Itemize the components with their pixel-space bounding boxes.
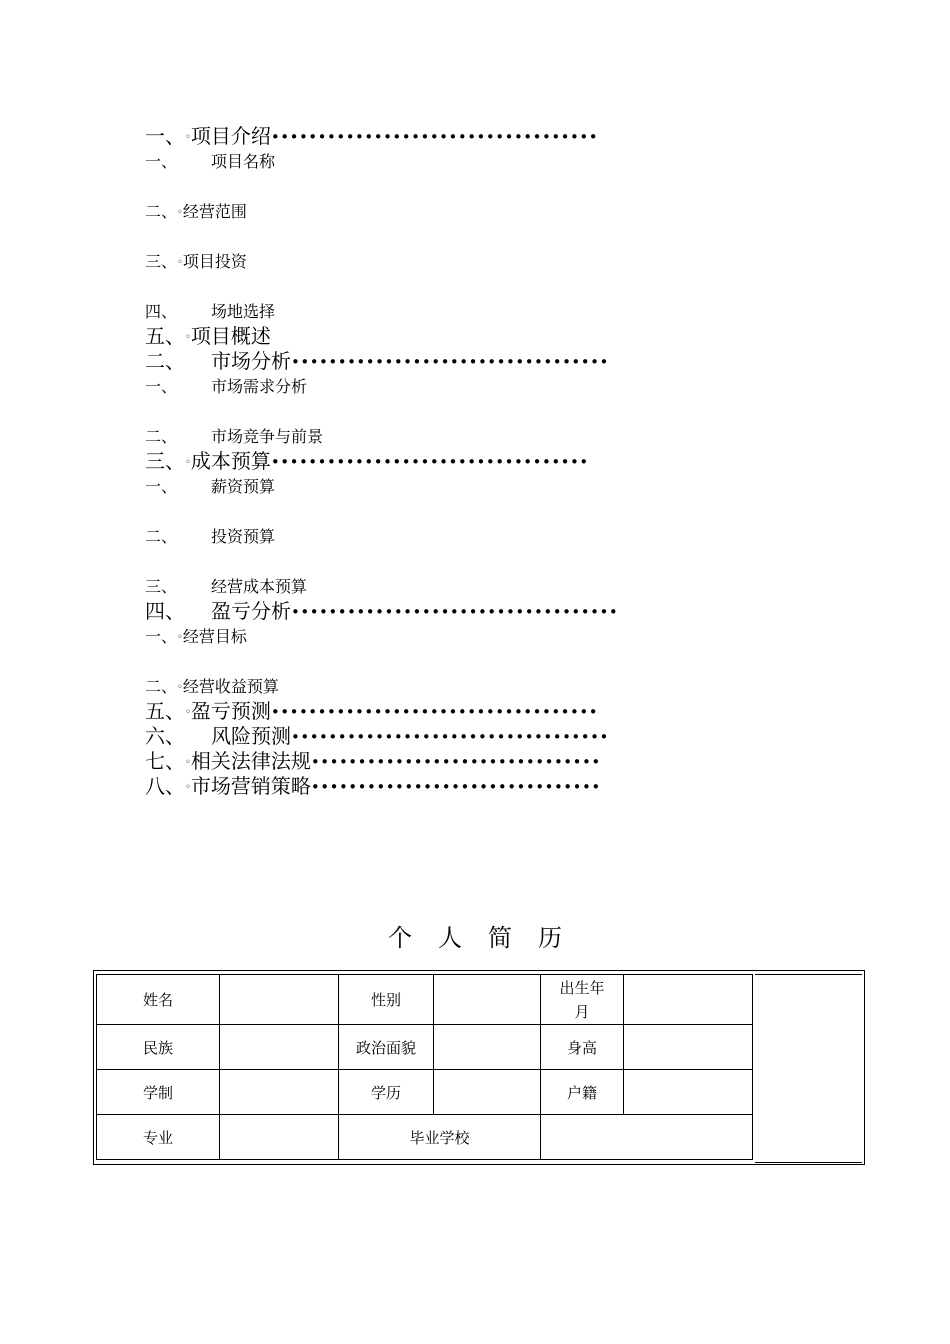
- toc-line: [145, 299, 705, 324]
- toc-separator: ◦: [177, 632, 183, 643]
- label-education: 学历: [339, 1070, 434, 1115]
- toc-number: 二、: [145, 427, 178, 446]
- toc-title[interactable]: 投资预算: [211, 527, 276, 546]
- photo-box[interactable]: [755, 974, 862, 1163]
- value-education[interactable]: [434, 1070, 541, 1115]
- toc-number: 一、: [145, 377, 178, 396]
- value-school[interactable]: [541, 1115, 753, 1160]
- toc-number: 四、: [145, 599, 185, 623]
- toc-number: 一、: [145, 124, 185, 148]
- toc-line: [145, 449, 705, 474]
- toc-separator: ◦: [185, 457, 191, 468]
- toc-line: [145, 699, 705, 724]
- table-of-contents: [145, 124, 705, 799]
- toc-leader-dots: ••••••••••••••••••••••••••••••••••: [291, 728, 609, 746]
- toc-title[interactable]: 市场需求分析: [211, 377, 308, 396]
- label-political: 政治面貌: [339, 1025, 434, 1070]
- label-birth: [541, 975, 624, 1025]
- toc-line: [145, 349, 705, 374]
- toc-title[interactable]: 薪资预算: [211, 477, 276, 496]
- label-gender: 性别: [339, 975, 434, 1025]
- toc-leader-dots: •••••••••••••••••••••••••••••••: [310, 753, 601, 771]
- toc-line: [145, 374, 705, 399]
- toc-line: [145, 749, 705, 774]
- toc-title[interactable]: 盈亏预测: [190, 699, 271, 723]
- toc-line: [145, 199, 705, 224]
- label-ethnicity: 民族: [97, 1025, 220, 1070]
- toc-number: 一、: [145, 152, 178, 171]
- toc-leader-dots: •••••••••••••••••••••••••••••••••••: [270, 703, 599, 721]
- resume-table: [96, 974, 753, 1160]
- toc-number: 二、: [145, 349, 185, 373]
- value-height[interactable]: [624, 1025, 753, 1070]
- toc-title[interactable]: 项目介绍: [190, 124, 271, 148]
- toc-line: [145, 624, 705, 649]
- value-birth[interactable]: [624, 975, 753, 1025]
- label-schooling: 学制: [97, 1070, 220, 1115]
- toc-line: [145, 249, 705, 274]
- toc-number: 八、: [145, 774, 185, 798]
- label-name: 姓名: [97, 975, 220, 1025]
- label-hukou: 户籍: [541, 1070, 624, 1115]
- value-gender[interactable]: [434, 975, 541, 1025]
- toc-title[interactable]: 成本预算: [190, 449, 271, 473]
- toc-title[interactable]: 市场分析: [211, 349, 291, 373]
- toc-title[interactable]: 项目投资: [182, 252, 247, 271]
- value-major[interactable]: [220, 1115, 339, 1160]
- toc-separator: ◦: [185, 132, 191, 143]
- toc-line: [145, 424, 705, 449]
- toc-title[interactable]: 经营收益预算: [182, 677, 279, 696]
- toc-line: [145, 774, 705, 799]
- toc-separator: ◦: [185, 332, 191, 343]
- toc-title[interactable]: 项目名称: [211, 152, 276, 171]
- toc-number: 三、: [145, 449, 185, 473]
- value-political[interactable]: [434, 1025, 541, 1070]
- value-ethnicity[interactable]: [220, 1025, 339, 1070]
- label-school: 毕业学校: [339, 1115, 541, 1160]
- toc-line: [145, 674, 705, 699]
- label-birth-text: 出生年月: [559, 978, 605, 1021]
- toc-title[interactable]: 经营成本预算: [211, 577, 308, 596]
- resume-table-frame: [93, 970, 865, 1165]
- toc-title[interactable]: 市场营销策略: [190, 774, 311, 798]
- toc-leader-dots: ••••••••••••••••••••••••••••••••••: [270, 453, 589, 471]
- toc-separator: ◦: [177, 682, 183, 693]
- toc-title[interactable]: 相关法律法规: [190, 749, 311, 773]
- toc-line: [145, 524, 705, 549]
- toc-title[interactable]: 经营范围: [182, 202, 247, 221]
- label-major: 专业: [97, 1115, 220, 1160]
- toc-number: 三、: [145, 577, 178, 596]
- toc-separator: ◦: [185, 707, 191, 718]
- value-schooling[interactable]: [220, 1070, 339, 1115]
- toc-title[interactable]: 市场竞争与前景: [211, 427, 324, 446]
- toc-line: [145, 724, 705, 749]
- toc-line: [145, 324, 705, 349]
- toc-line: [145, 574, 705, 599]
- toc-separator: ◦: [185, 757, 191, 768]
- toc-line: [145, 474, 705, 499]
- toc-leader-dots: •••••••••••••••••••••••••••••••••••: [270, 128, 599, 146]
- toc-separator: ◦: [177, 207, 183, 218]
- toc-separator: ◦: [185, 782, 191, 793]
- toc-title[interactable]: 经营目标: [182, 627, 247, 646]
- toc-separator: ◦: [177, 257, 183, 268]
- toc-number: 一、: [145, 477, 178, 496]
- toc-number: 四、: [145, 302, 178, 321]
- value-name[interactable]: [220, 975, 339, 1025]
- toc-number: 二、: [145, 202, 178, 221]
- toc-title[interactable]: 项目概述: [190, 324, 271, 348]
- toc-number: 六、: [145, 724, 185, 748]
- toc-number: 五、: [145, 699, 185, 723]
- toc-leader-dots: •••••••••••••••••••••••••••••••: [310, 778, 601, 796]
- toc-title[interactable]: 场地选择: [211, 302, 276, 321]
- toc-line: [145, 149, 705, 174]
- value-hukou[interactable]: [624, 1070, 753, 1115]
- toc-number: 七、: [145, 749, 185, 773]
- toc-leader-dots: •••••••••••••••••••••••••••••••••••: [291, 603, 619, 621]
- resume-title: 个人简历: [388, 924, 588, 952]
- toc-leader-dots: ••••••••••••••••••••••••••••••••••: [291, 353, 609, 371]
- toc-number: 二、: [145, 677, 178, 696]
- toc-number: 二、: [145, 527, 178, 546]
- toc-title[interactable]: 盈亏分析: [211, 599, 291, 623]
- toc-number: 一、: [145, 627, 178, 646]
- toc-number: 三、: [145, 252, 178, 271]
- toc-number: 五、: [145, 324, 185, 348]
- toc-title[interactable]: 风险预测: [211, 724, 291, 748]
- toc-line: [145, 599, 705, 624]
- toc-line: [145, 124, 705, 149]
- label-height: 身高: [541, 1025, 624, 1070]
